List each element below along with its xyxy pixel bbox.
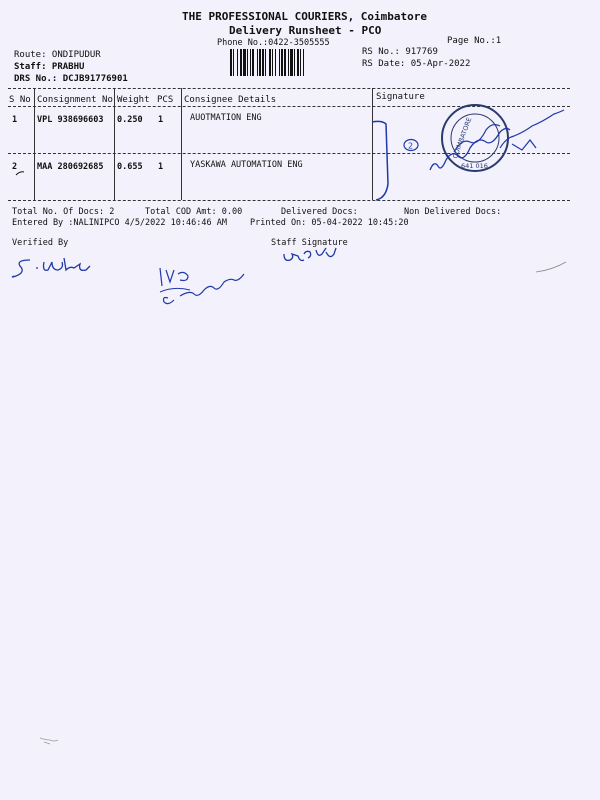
column-divider [34,88,35,200]
barcode-bar [290,49,293,76]
total-cod: Total COD Amt: 0.00 [145,207,243,217]
route-label: Route: ONDIPUDUR [14,50,101,60]
row-consignment: VPL 938696603 [37,115,104,125]
header-pcs: PCS [157,95,174,105]
row-weight: 0.655 [117,162,143,172]
barcode-bar [250,49,251,76]
receiver-signature [430,128,510,170]
barcode-bar [230,49,232,76]
barcode-bar [247,49,248,76]
drs-number: DRS No.: DCJB91776901 [14,74,128,84]
barcode-bar [275,49,276,76]
barcode-bar [288,49,289,76]
barcode [230,49,358,76]
phone-number: Phone No.:0422-3505555 [217,38,330,48]
row-sno: 1 [12,115,18,125]
staff-signature [284,248,336,261]
barcode-bar [294,49,295,76]
delivered-docs: Delivered Docs: [281,207,358,217]
barcode-bar [269,49,271,76]
svg-text:COIMBATORE: COIMBATORE [451,116,474,160]
header-sno: S No [9,95,31,105]
barcode-bar [297,49,299,76]
barcode-bar [284,49,286,76]
non-delivered-docs: Non Delivered Docs: [404,207,502,217]
barcode-bar [233,49,234,76]
barcode-bar [303,49,304,76]
table-bottom-rule [8,200,570,201]
barcode-bar [243,49,246,76]
rs-date: RS Date: 05-Apr-2022 [362,59,471,69]
column-divider [114,88,115,200]
verified-by-signature [12,258,90,277]
company-name: THE PROFESSIONAL COURIERS, Coimbatore [182,10,428,23]
row-consignee: AUOTMATION ENG [190,113,262,123]
barcode-bar [240,49,242,76]
column-divider [181,88,182,200]
circled-number [404,140,418,151]
barcode-bar [279,49,280,76]
verified-by-label: Verified By [12,238,69,248]
printed-on: Printed On: 05-04-2022 10:45:20 [250,218,409,228]
svg-text:641 016: 641 016 [461,162,488,170]
barcode-bar [300,49,301,76]
barcode-bar [257,49,258,76]
svg-text:2: 2 [408,141,414,151]
row-separator [8,153,570,154]
column-divider [372,88,373,200]
row-pcs: 1 [158,162,164,172]
signature-bracket [372,121,388,200]
company-seal [442,105,508,171]
barcode-bar [237,49,238,76]
row-consignment: MAA 280692685 [37,162,104,172]
table-header-rule [8,106,570,107]
header-consignment: Consignment No [37,95,113,105]
entered-by: Entered By :NALINIPCO 4/5/2022 10:46:46 AM [12,218,227,228]
total-docs: Total No. Of Docs: 2 [12,207,115,217]
staff-signature-label: Staff Signature [271,238,348,248]
staff-label: Staff: PRABHU [14,62,85,72]
barcode-bar [272,49,273,76]
row-consignee: YASKAWA AUTOMATION ENG [190,160,303,170]
barcode-bar [265,49,266,76]
page-number: Page No.:1 [447,36,502,46]
barcode-bar [262,49,264,76]
barcode-bar [259,49,261,76]
barcode-bar [281,49,283,76]
table-top-rule [8,88,570,89]
rs-number: RS No.: 917769 [362,47,438,57]
row-sno: 2 [12,162,18,172]
row-weight: 0.250 [117,115,143,125]
document-title: Delivery Runsheet - PCO [229,24,382,37]
staff-handwritten-name [164,274,245,304]
row-pcs: 1 [158,115,164,125]
header-weight: Weight [117,95,150,105]
header-signature: Signature [376,92,425,102]
header-consignee: Consignee Details [184,95,277,105]
barcode-bar [252,49,254,76]
